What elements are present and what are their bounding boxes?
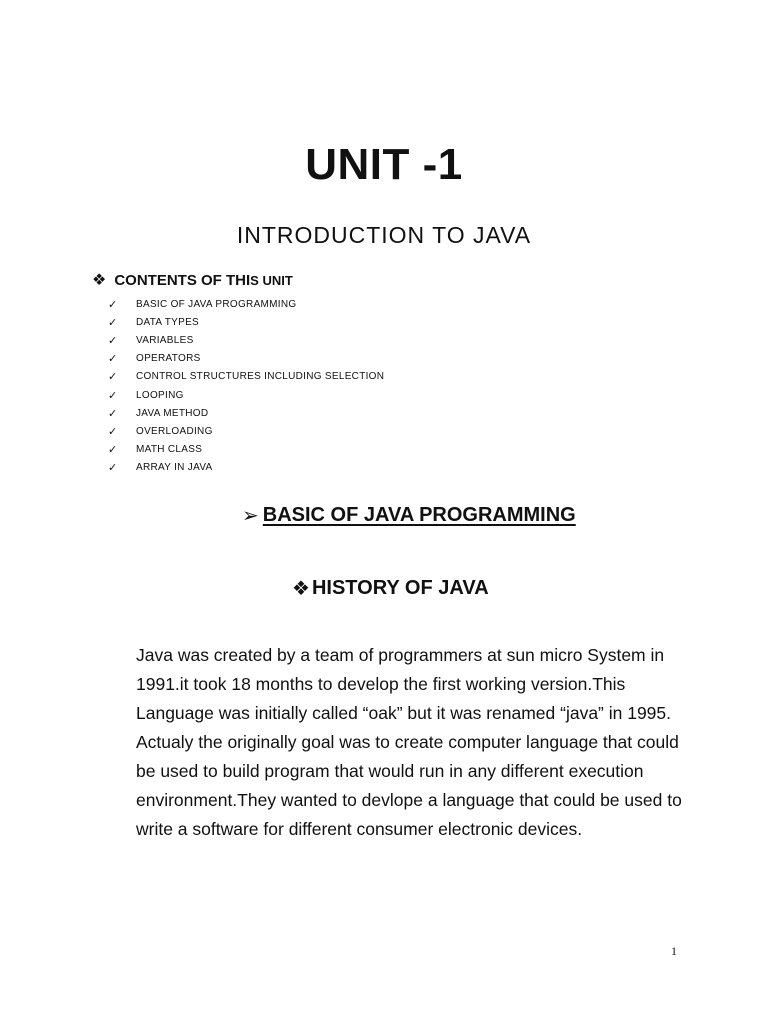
contents-list-item [108,404,384,422]
contents-list-item [108,386,384,404]
history-heading-text: HISTORY OF JAVA [311,577,489,599]
contents-list-item [108,459,384,477]
check-icon: ✓ [108,353,118,366]
check-icon: ✓ [108,316,118,329]
check-icon: ✓ [108,407,118,420]
contents-heading-main: CONTENTS OF THI [114,271,251,289]
contents-list-item-label: VARIABLES [136,334,194,346]
section-heading-text: BASIC OF JAVA PROGRAMMING [262,504,576,526]
contents-list-item [108,350,384,368]
contents-heading-text [114,272,292,289]
contents-list-item [108,331,384,349]
history-heading [292,576,489,601]
section-heading [242,503,576,528]
unit-subtitle: INTRODUCTION TO JAVA [236,222,532,248]
contents-list-item-label: OVERLOADING [136,425,213,437]
page-number: 1 [671,944,677,958]
contents-heading [92,270,293,290]
contents-list-item [108,295,384,313]
contents-list-item [108,368,384,386]
contents-list-item-label: LOOPING [136,389,184,401]
check-icon: ✓ [108,444,118,457]
contents-list-item-label: CONTROL STRUCTURES INCLUDING SELECTION [136,371,385,383]
contents-heading-tail: S UNIT [250,272,293,288]
history-body [136,641,696,844]
check-icon: ✓ [108,462,118,475]
contents-list-item-label: OPERATORS [136,353,201,365]
check-icon: ✓ [108,425,118,438]
unit-title: UNIT -1 [305,140,463,189]
check-icon: ✓ [108,389,118,402]
history-paragraph: Java was created by a team of programmers at sun micro System in 1991.it took 18 months to develop the first working version.This Language was initially called “oak” but it was renamed “java” in 1995. [136,645,672,723]
check-icon: ✓ [108,298,118,311]
contents-list-item [108,422,384,440]
contents-list-item-label: BASIC OF JAVA PROGRAMMING [136,298,297,310]
history-paragraph: Actualy the originally goal was to create computer language that could be used to build program that would run in any different execution environment.They wanted to devlope a language that could be used to write a software for different consumer electronic devices. [136,732,682,839]
contents-list-item [108,441,384,459]
contents-list-item-label: MATH CLASS [136,444,203,456]
check-icon: ✓ [108,371,118,384]
contents-list-item-label: DATA TYPES [136,316,200,328]
contents-list-item-label: JAVA METHOD [136,407,209,419]
diamond-bullet-icon: ❖ [92,272,107,289]
contents-list-item-label: ARRAY IN JAVA [136,462,213,474]
arrow-bullet-icon: ➢ [242,505,259,527]
contents-list-item [108,313,384,331]
contents-list [108,295,384,477]
diamond-bullet-icon: ❖ [292,578,310,600]
check-icon: ✓ [108,334,118,347]
